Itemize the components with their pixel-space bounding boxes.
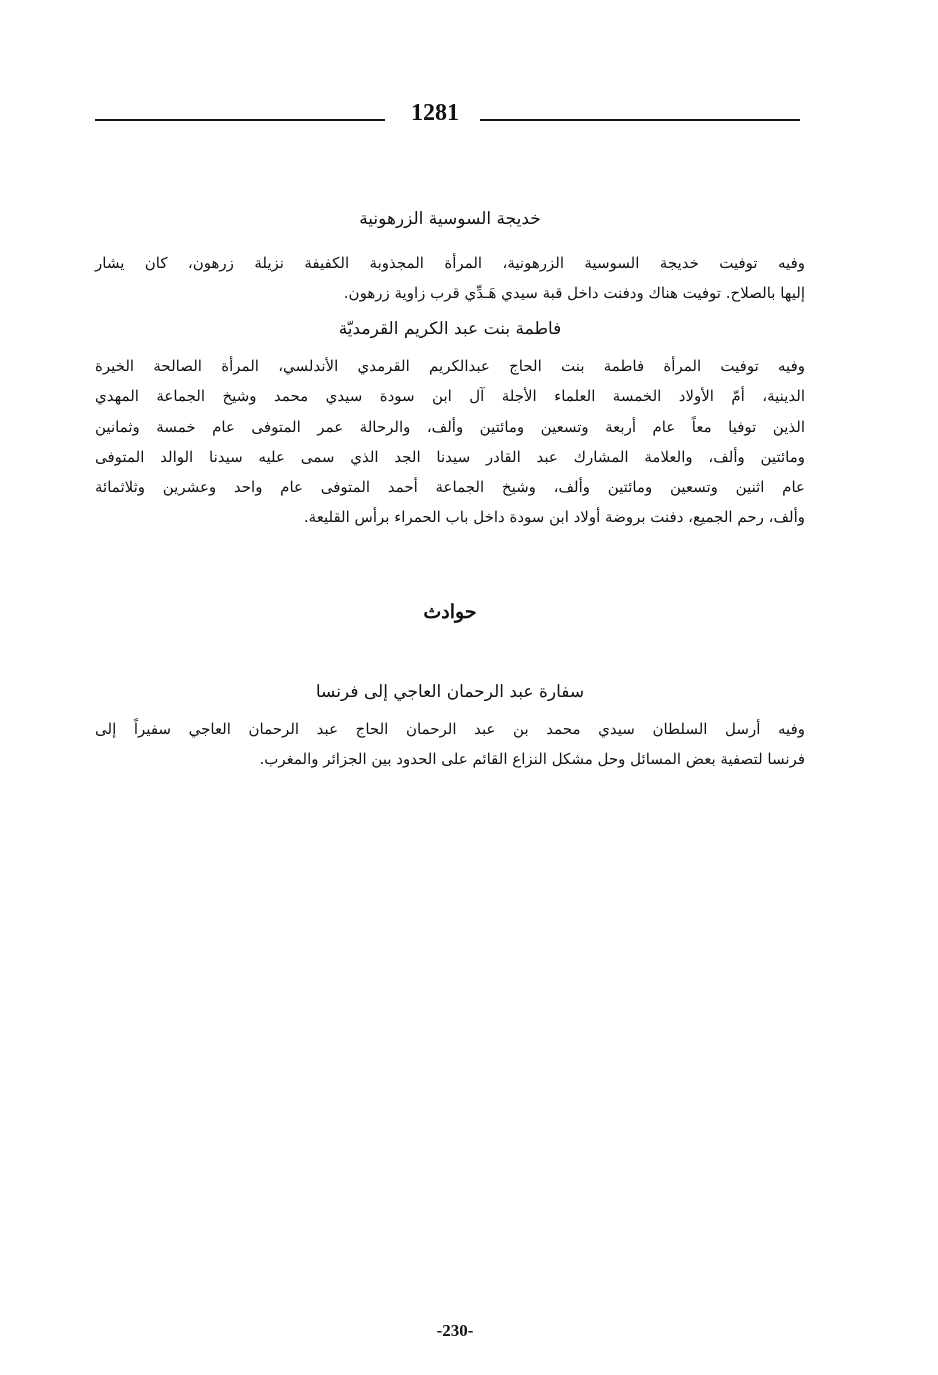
- text-line: فرنسا لتصفية بعض المسائل وحل مشكل النزاع القائم على الحدود بين الجزائر والمغرب.: [259, 750, 805, 769]
- entry-title-khadija: خديجة السوسية الزرهونية: [359, 209, 541, 229]
- header-rule-left: [95, 119, 385, 121]
- year-heading: 1281: [411, 100, 459, 126]
- page-number: -230-: [436, 1321, 474, 1340]
- header-rule-right: [480, 119, 800, 121]
- text-line: وفيه أرسل السلطان سيدي محمد بن عبد الرحمان الحاج عبد الرحمان العاجي سفيراً إلى: [95, 720, 805, 738]
- text-line: ومائتين وألف، والعلامة المشارك عبد القادر سيدنا الجد الذي سمى عليه سيدنا الوالد المتوفى: [95, 447, 805, 466]
- entry-text-khadija: [95, 248, 805, 309]
- entry-text-fatima: [95, 351, 805, 533]
- section-title-events: حوادث: [423, 601, 477, 623]
- text-line: إليها بالصلاح. توفيت هناك ودفنت داخل قبة سيدي هَـدِّي قرب زاوية زرهون.: [343, 284, 805, 303]
- text-line: عام اثنين وتسعين ومائتين وألف، وشيخ الجماعة أحمد المتوفى عام واحد وعشرين وثلاثمائة: [95, 478, 805, 497]
- text-line: وفيه توفيت خديجة السوسية الزرهونية، المرأة المجذوبة الكفيفة نزيلة زرهون، كان يشار: [95, 254, 805, 272]
- entry-title-fatima: فاطمة بنت عبد الكريم القرمديّة: [338, 319, 562, 339]
- entry-title-embassy: سفارة عبد الرحمان العاجي إلى فرنسا: [315, 682, 585, 702]
- text-line: الدينية، أمّ الأولاد الخمسة العلماء الأجلة آل ابن سودة سيدي محمد وشيخ الجماعة المهدي: [95, 387, 805, 406]
- text-line: وألف، رحم الجميع، دفنت بروضة أولاد ابن سودة داخل باب الحمراء برأس القليعة.: [303, 508, 805, 527]
- page-header: [95, 95, 800, 135]
- entry-text-embassy: [95, 714, 805, 775]
- text-line: الذين توفيا معاً عام أربعة وتسعين ومائتين وألف، والرحالة عمر المتوفى عام خمسة وثمانين: [95, 417, 805, 436]
- text-line: وفيه توفيت المرأة فاطمة بنت الحاج عبدالكريم القرمدي الأندلسي، المرأة الصالحة الخيرة: [95, 357, 805, 375]
